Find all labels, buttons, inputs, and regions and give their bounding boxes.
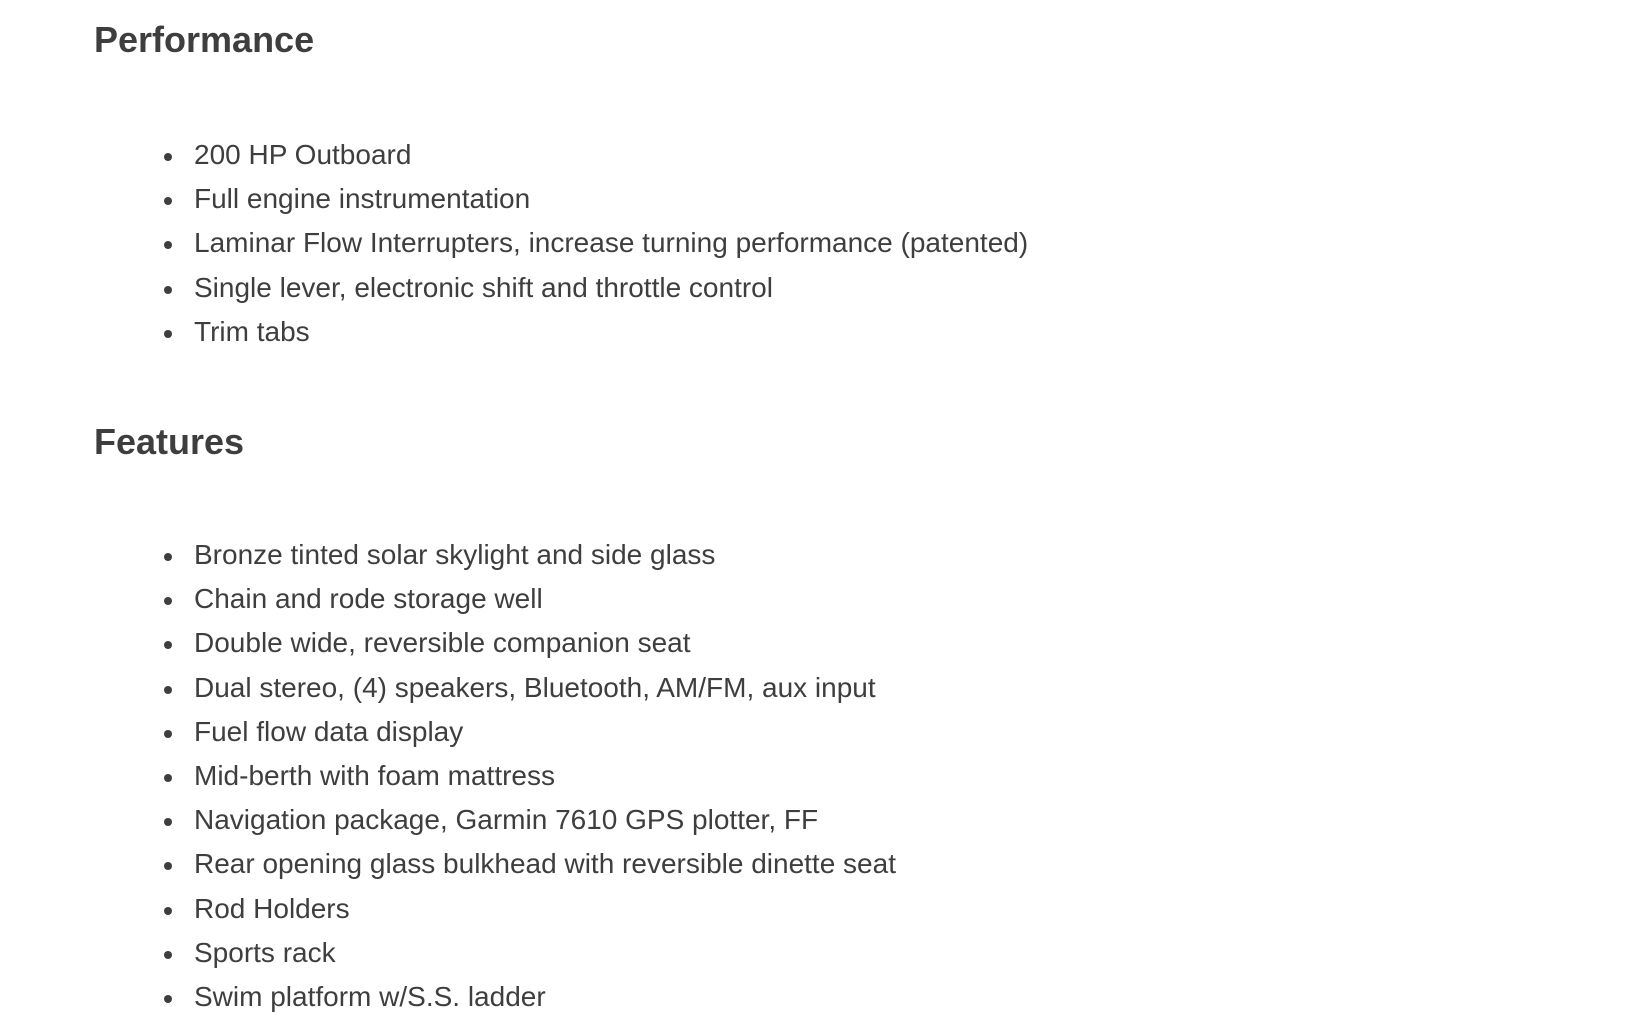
bullet-icon — [164, 818, 172, 826]
list-item — [94, 577, 1594, 621]
list-item — [94, 310, 1594, 354]
list-item — [94, 842, 1594, 886]
list-item-text: Rod Holders — [194, 892, 350, 924]
list-item — [94, 931, 1594, 975]
bullet-icon — [164, 951, 172, 959]
list-item-text: Bronze tinted solar skylight and side glass — [194, 539, 716, 570]
bullet-icon — [164, 330, 172, 338]
list-item — [94, 754, 1594, 798]
list-item-text: Sports rack — [194, 936, 336, 968]
list-item — [94, 621, 1594, 665]
list-item — [94, 221, 1594, 265]
list-item-text: Swim platform w/S.S. ladder — [194, 980, 546, 1012]
bullet-icon — [164, 995, 172, 1003]
features-list — [94, 533, 1594, 1019]
bullet-icon — [164, 774, 172, 782]
list-item — [94, 666, 1594, 710]
bullet-icon — [164, 197, 172, 205]
bullet-icon — [164, 686, 172, 694]
list-item-text: Dual stereo, (4) speakers, Bluetooth, AM/FM, aux input — [194, 671, 876, 703]
list-item — [94, 133, 1594, 177]
bullet-icon — [164, 241, 172, 249]
bullet-icon — [164, 730, 172, 738]
list-item-text: Mid-berth with foam mattress — [194, 759, 555, 791]
list-item-text: Double wide, reversible companion seat — [194, 627, 691, 659]
list-item — [94, 975, 1594, 1019]
bullet-icon — [164, 862, 172, 870]
list-item-text: 200 HP Outboard — [194, 139, 412, 170]
list-item — [94, 887, 1594, 931]
list-item-text: Chain and rode storage well — [194, 583, 543, 615]
features-section — [94, 402, 1594, 1019]
list-item-text: Rear opening glass bulkhead with reversible dinette seat — [194, 848, 896, 880]
bullet-icon — [164, 907, 172, 915]
bullet-icon — [164, 153, 172, 161]
list-item-text: Trim tabs — [194, 315, 310, 347]
bullet-icon — [164, 641, 172, 649]
list-item — [94, 533, 1594, 577]
performance-section — [94, 0, 1594, 354]
bullet-icon — [164, 597, 172, 605]
bullet-icon — [164, 286, 172, 294]
list-item-text: Fuel flow data display — [194, 715, 464, 747]
list-item — [94, 710, 1594, 754]
list-item-text: Laminar Flow Interrupters, increase turning performance (patented) — [194, 227, 1029, 259]
performance-list — [94, 133, 1594, 354]
list-item-text: Full engine instrumentation — [194, 183, 531, 215]
features-heading: Features — [94, 421, 245, 462]
bullet-icon — [164, 553, 172, 561]
list-item — [94, 266, 1594, 310]
list-item — [94, 798, 1594, 842]
performance-heading: Performance — [94, 19, 315, 60]
list-item-text: Navigation package, Garmin 7610 GPS plotter, FF — [194, 804, 819, 836]
list-item-text: Single lever, electronic shift and throttle control — [194, 271, 773, 303]
list-item — [94, 177, 1594, 221]
